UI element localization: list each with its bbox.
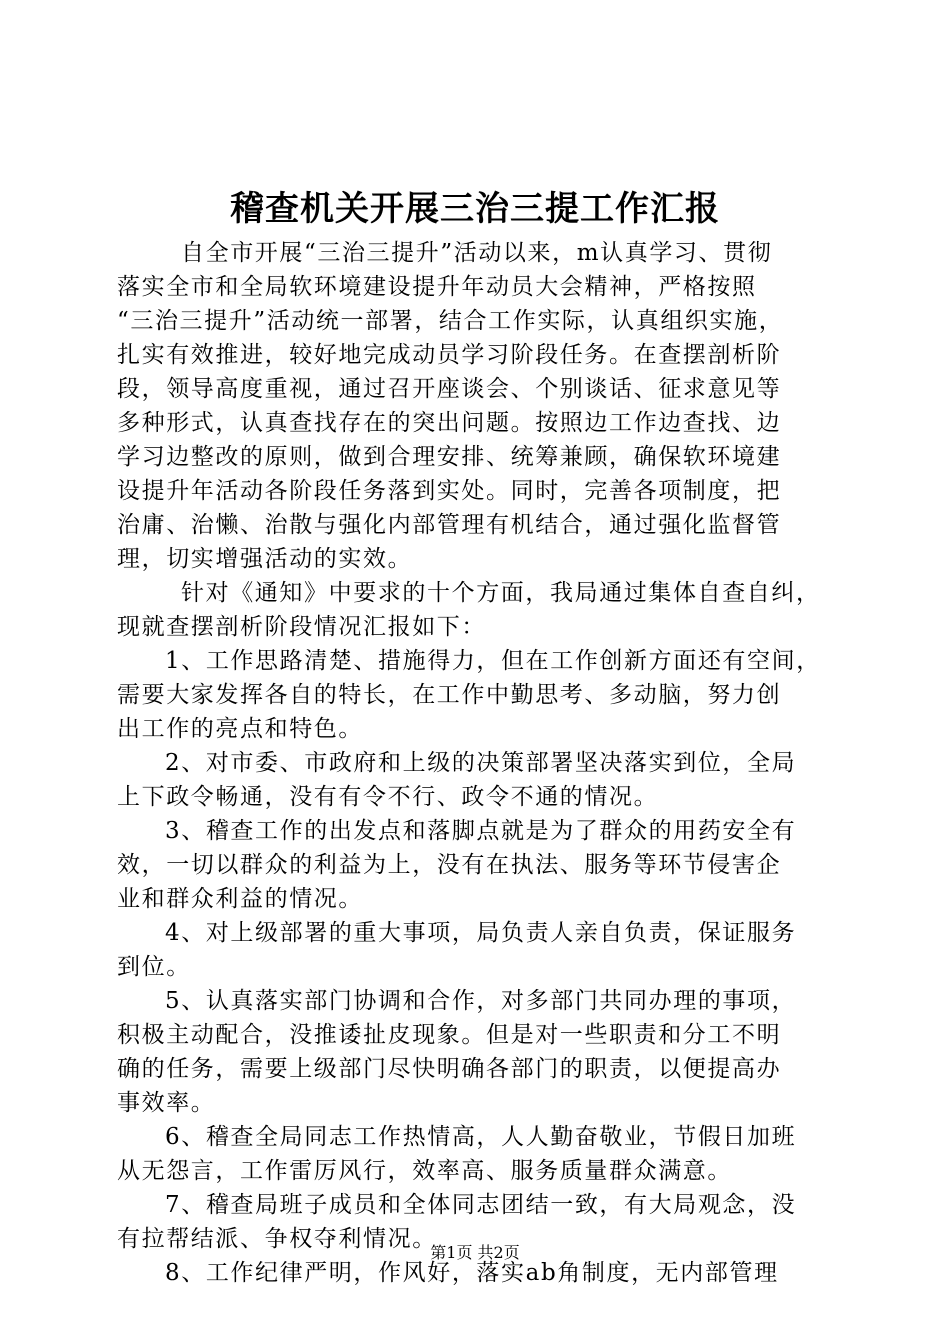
document-title: 稽查机关开展三治三提工作汇报 xyxy=(230,189,720,229)
text-line: 5、认真落实部门协调和合作，对多部门共同办理的事项， xyxy=(165,988,797,1014)
text-line: 确的任务，需要上级部门尽快明确各部门的职责，以便提高办 xyxy=(117,1056,782,1082)
text-line: 落实全市和全局软环境建设提升年动员大会精神，严格按照 xyxy=(117,274,757,300)
text-line: 设提升年活动各阶段任务落到实处。同时，完善各项制度，把 xyxy=(117,478,782,504)
text-line: 8、工作纪律严明，作风好，落实ab角制度，无内部管理 xyxy=(165,1260,779,1286)
text-line: 到位。 xyxy=(117,954,191,980)
text-line: 扎实有效推进，较好地完成动员学习阶段任务。在查摆剖析阶 xyxy=(117,342,782,368)
text-line: 6、稽查全局同志工作热情高，人人勤奋敬业，节假日加班 xyxy=(165,1124,797,1150)
text-line: 7、稽查局班子成员和全体同志团结一致，有大局观念，没 xyxy=(165,1192,797,1218)
text-line: 积极主动配合，没推诿扯皮现象。但是对一些职责和分工不明 xyxy=(117,1022,782,1048)
text-line: 治庸、治懒、治散与强化内部管理有机结合，通过强化监督管 xyxy=(117,512,782,538)
text-line: 2、对市委、市政府和上级的决策部署坚决落实到位，全局 xyxy=(165,750,797,776)
text-line: 3、稽查工作的出发点和落脚点就是为了群众的用药安全有 xyxy=(165,818,797,844)
text-line: 业和群众利益的情况。 xyxy=(117,886,363,912)
text-line: 针对《通知》中要求的十个方面，我局通过集体自查自纠， xyxy=(181,580,821,606)
text-line: 多种形式，认真查找存在的突出问题。按照边工作边查找、边 xyxy=(117,410,782,436)
text-line: “三治三提升”活动统一部署，结合工作实际，认真组织实施， xyxy=(117,308,784,334)
text-line: 自全市开展“三治三提升”活动以来，m认真学习、贯彻 xyxy=(181,240,773,266)
text-line: 理，切实增强活动的实效。 xyxy=(117,546,413,572)
text-line: 效，一切以群众的利益为上，没有在执法、服务等环节侵害企 xyxy=(117,852,782,878)
document-body xyxy=(117,236,847,1290)
text-line: 1、工作思路清楚、措施得力，但在工作创新方面还有空间， xyxy=(165,648,821,674)
page-footer: 第1页 共2页 xyxy=(430,1243,520,1262)
text-line: 出工作的亮点和特色。 xyxy=(117,716,363,742)
text-line: 学习边整改的原则，做到合理安排、统筹兼顾，确保软环境建 xyxy=(117,444,782,470)
text-line: 4、对上级部署的重大事项，局负责人亲自负责，保证服务 xyxy=(165,920,797,946)
text-line: 需要大家发挥各自的特长，在工作中勤思考、多动脑，努力创 xyxy=(117,682,782,708)
text-line: 事效率。 xyxy=(117,1090,216,1116)
text-line: 有拉帮结派、争权夺利情况。 xyxy=(117,1226,437,1252)
text-line: 从无怨言，工作雷厉风行，效率高、服务质量群众满意。 xyxy=(117,1158,732,1184)
text-line: 现就查摆剖析阶段情况汇报如下： xyxy=(117,614,486,640)
text-line: 上下政令畅通，没有有令不行、政令不通的情况。 xyxy=(117,784,659,810)
text-line: 段，领导高度重视，通过召开座谈会、个别谈话、征求意见等 xyxy=(117,376,782,402)
